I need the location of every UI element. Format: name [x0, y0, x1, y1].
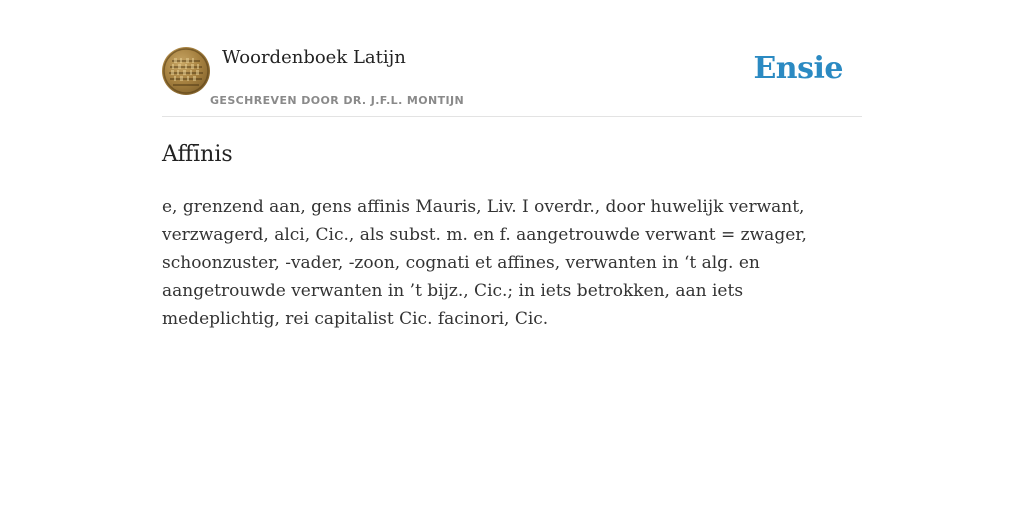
entry-definition: e, grenzend aan, gens affinis Mauris, Liv. I overdr., door huwelijk verwant, verzwagerd, alci, Cic., als subst. m. en f. aangetrouwde verwant = zwager, schoonzuster, -vader, -zoon, cognati et affines, verwanten in ‘t alg. en aangetrouwde verwanten in ’t bijz., Cic.; in iets betrokken, aan iets medeplichtig, rei capitalist Cic. facinori, Cic. — [162, 197, 807, 329]
page — [162, 0, 862, 329]
coin-inscription-icon[interactable] — [162, 47, 210, 95]
author-byline: GESCHREVEN DOOR DR. J.F.L. MONTIJN — [210, 94, 465, 107]
ensie-logo[interactable]: Ensie — [753, 51, 843, 86]
dictionary-title[interactable]: Woordenboek Latijn — [222, 47, 406, 68]
header — [162, 0, 862, 117]
entry-headword: Affīnis — [162, 142, 233, 167]
